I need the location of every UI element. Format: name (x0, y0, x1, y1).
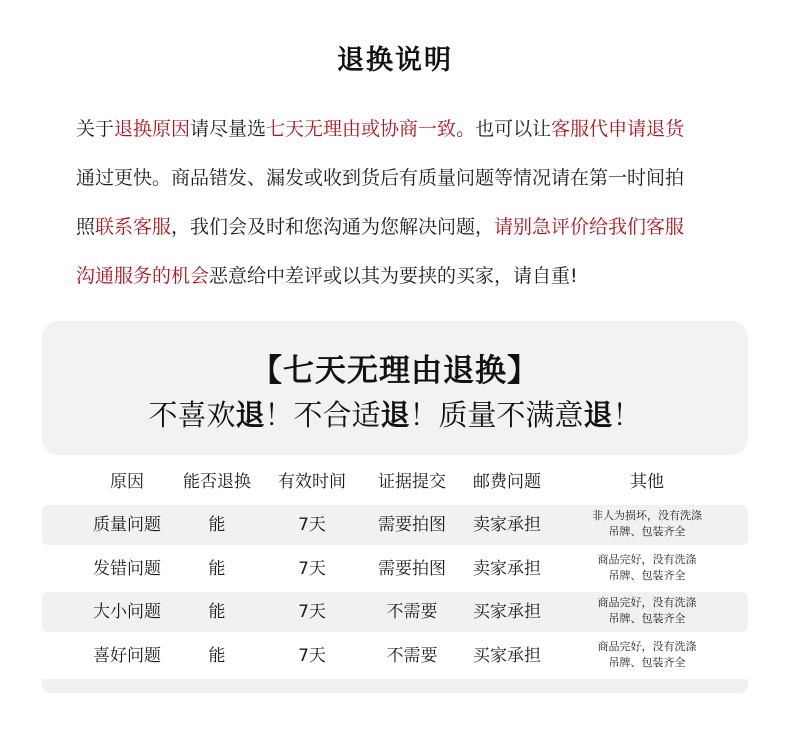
note-line: 商品完好，没有洗涤 (597, 553, 697, 566)
intro-text: 照 (76, 216, 96, 238)
header-proof: 证据提交 (378, 472, 446, 492)
intro-highlight: 七天无理由或协商一致 (266, 118, 457, 140)
page-title: 退换说明 (337, 45, 453, 76)
cell-period: 7天 (298, 602, 326, 622)
intro-line-4 (76, 252, 726, 301)
intro-text: 恶意给中差评或以其为要挟的买家，请自重! (209, 265, 578, 287)
intro-highlight: 沟通服务的机会 (76, 265, 210, 287)
slogan-emphasis: 退 (235, 398, 265, 432)
cell-returnable: 能 (208, 646, 226, 666)
header-postage: 邮费问题 (473, 472, 541, 492)
note-line: 吊牌、包装齐全 (608, 525, 686, 538)
table-row (42, 505, 748, 545)
intro-line-1 (76, 105, 726, 154)
slogan-text: ！不合适 (264, 398, 381, 432)
table-bottom-strip (42, 679, 748, 693)
note-line: 商品完好，没有洗涤 (597, 640, 697, 653)
cell-proof: 不需要 (386, 646, 438, 666)
intro-text: 通过更快。商品错发、漏发或收到货后有质量问题等情况请在第一时间拍 (76, 167, 685, 189)
intro-highlight: 请别急评价给我们客服 (494, 216, 685, 238)
cell-other (582, 508, 712, 540)
note-line: 吊牌、包装齐全 (608, 656, 686, 669)
cell-proof: 需要拍图 (378, 515, 446, 535)
cell-other (582, 552, 712, 584)
policy-panel (42, 321, 748, 455)
cell-returnable: 能 (208, 515, 226, 535)
intro-text: 。也可以让 (456, 118, 552, 140)
cell-returnable: 能 (208, 559, 226, 579)
cell-reason: 大小问题 (93, 602, 161, 622)
note-line: 吊牌、包装齐全 (608, 612, 686, 625)
cell-postage: 买家承担 (473, 646, 541, 666)
cell-postage: 卖家承担 (473, 515, 541, 535)
table-row (42, 636, 748, 676)
cell-reason: 发错问题 (93, 559, 161, 579)
cell-proof: 不需要 (386, 602, 438, 622)
slogan-emphasis: 退 (380, 398, 410, 432)
header-returnable: 能否退换 (183, 472, 251, 492)
note-line: 吊牌、包装齐全 (608, 569, 686, 582)
cell-other (582, 639, 712, 671)
slogan-emphasis: 退 (583, 398, 613, 432)
policy-heading: 【七天无理由退换】 (251, 353, 539, 389)
intro-paragraph (76, 105, 726, 301)
cell-proof: 需要拍图 (378, 559, 446, 579)
note-line: 非人为损坏，没有洗涤 (592, 509, 702, 522)
slogan-text: ！ (612, 398, 642, 432)
intro-text: 请尽量选 (190, 118, 267, 140)
cell-reason: 质量问题 (93, 515, 161, 535)
slogan-text: 不喜欢 (148, 398, 236, 432)
cell-reason: 喜好问题 (93, 646, 161, 666)
cell-postage: 卖家承担 (473, 559, 541, 579)
cell-returnable: 能 (208, 602, 226, 622)
header-other: 其他 (630, 472, 664, 492)
intro-line-2 (76, 154, 726, 203)
table-header-row (42, 462, 748, 502)
intro-highlight: 客服代申请退货 (551, 118, 685, 140)
intro-highlight: 联系客服 (95, 216, 172, 238)
cell-postage: 买家承担 (473, 602, 541, 622)
intro-text: ，我们会及时和您沟通为您解决问题， (171, 216, 495, 238)
policy-slogan (42, 393, 748, 434)
note-line: 商品完好，没有洗涤 (597, 596, 697, 609)
table-row (42, 592, 748, 632)
cell-period: 7天 (298, 646, 326, 666)
cell-period: 7天 (298, 515, 326, 535)
table-row (42, 549, 748, 589)
header-reason: 原因 (110, 472, 144, 492)
cell-other (582, 595, 712, 627)
cell-period: 7天 (298, 559, 326, 579)
intro-line-3 (76, 203, 726, 252)
slogan-text: ！质量不满意 (409, 398, 584, 432)
intro-text: 关于 (76, 118, 115, 140)
header-period: 有效时间 (278, 472, 346, 492)
intro-highlight: 退换原因 (114, 118, 191, 140)
